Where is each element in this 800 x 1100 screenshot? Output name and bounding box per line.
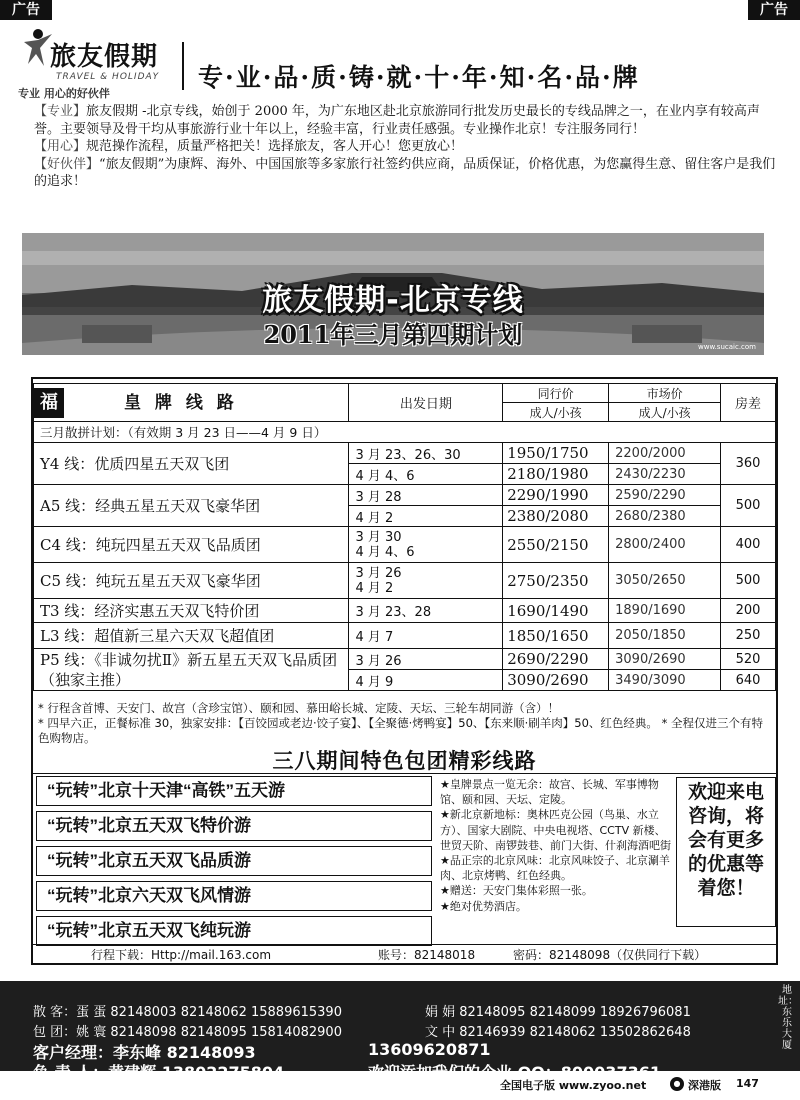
welcome-box: 欢迎来电咨询，将会有更多的优惠等着您！ — [676, 777, 776, 927]
fu-icon: 福 — [34, 388, 64, 418]
intro-key: 【用心】 — [34, 139, 87, 154]
table-row — [34, 649, 776, 670]
market-price: 3090/2690 — [609, 649, 721, 670]
route-name: P5 线：《非诚勿扰Ⅱ》新五星五天双飞品质团（独家主推） — [34, 649, 349, 691]
feature-item: ★品正宗的北京风味：北京风味饺子、北京涮羊肉、北京烤鸭、红色经典。 — [440, 854, 670, 883]
market-price: 2680/2380 — [609, 506, 721, 527]
route-name: Y4 线：优质四星五天双飞团 — [34, 443, 349, 485]
market-price: 2200/2000 — [609, 443, 721, 464]
logo-english: TRAVEL & HOLIDAY — [56, 72, 160, 82]
period-note: 三月散拼计划：（有效期 3 月 23 日——4 月 9 日） — [34, 422, 776, 443]
date-cell: 3 月 26 4 月 2 — [349, 563, 503, 599]
room-diff: 500 — [721, 563, 776, 599]
logo-slogan: 专业 用心的好伙伴 — [18, 87, 110, 100]
date-cell: 3 月 26 — [349, 649, 503, 670]
feature-item: ★绝对优势酒店。 — [440, 899, 527, 913]
page-number: 147 — [736, 1077, 759, 1090]
feature-item: ★赠送：天安门集体彩照一张。 — [440, 884, 593, 898]
route-header — [34, 384, 349, 422]
route-name: T3 线：经济实惠五天双飞特价团 — [34, 599, 349, 623]
route-name: C5 线：纯玩五星五天双飞豪华团 — [34, 563, 349, 599]
table-row — [34, 485, 776, 506]
contact-footer: 散 客：蛋 蛋 82148003 82148062 15889615390 娟 娟 82148095 82148099 18926796081 包 团：姚 寰 82148098 82148095 15814082900 文 中 82146939 82148062 13502862648 客户经理：李东峰 82148093 13609620871 负 责 人：黄建辉 13802275804 欢迎添加我们的企业 QQ：800037361 — [0, 981, 800, 1071]
list-item: “玩转”北京十天津“高铁”五天游 — [36, 776, 432, 806]
peer-price: 2750/2350 — [503, 563, 609, 599]
market-price: 1890/1690 — [609, 599, 721, 623]
peer-sub-header: 成人/小孩 — [503, 403, 609, 422]
intro-key: 【好伙伴】 — [34, 156, 100, 172]
intro-text — [34, 103, 780, 191]
divider — [182, 42, 184, 90]
date-header: 出发日期 — [349, 384, 503, 422]
date-cell: 4 月 7 — [349, 623, 503, 649]
download-bar — [33, 944, 776, 964]
room-diff: 400 — [721, 527, 776, 563]
list-item: “玩转”北京六天双飞风情游 — [36, 881, 432, 911]
account-text: 账号：82148018 — [378, 948, 476, 962]
market-price: 2590/2290 — [609, 485, 721, 506]
peer-price: 2180/1980 — [503, 464, 609, 485]
special-packages-title: 三八期间特色包团精彩线路 — [33, 748, 776, 774]
note-line: * 四早六正，正餐标准 30，独家安排：【百饺园或老边·饺子宴】、【全聚德·烤鸭宴】50、【东来顺·刷羊肉】50、红色经典。 * 全程仅进三个有特色购物店。 — [38, 716, 763, 745]
intro-key: 【专业】 — [34, 104, 87, 119]
room-diff: 520 — [721, 649, 776, 670]
route-header-label: 皇 牌 线 路 — [124, 392, 238, 413]
intro-body: 旅友假期 -北京专线，始创于 2000 年，为广东地区赴北京旅游同行批发历史最长的专线品牌之一，在业内享有较高声誉。主要领导及骨干均从事旅游行业十年以上，经验丰富，行业责任感强。专业操作北京！专注服务同行！ — [34, 104, 760, 137]
list-item: “玩转”北京五天双飞纯玩游 — [36, 916, 432, 946]
package-features — [440, 777, 676, 914]
itinerary-notes — [38, 701, 774, 746]
peer-price: 2290/1990 — [503, 485, 609, 506]
table-row — [34, 599, 776, 623]
password-text: 密码：82148098（仅供同行下载） — [513, 948, 707, 962]
market-price: 2430/2230 — [609, 464, 721, 485]
room-diff-header: 房差 — [721, 384, 776, 422]
market-price: 2050/1850 — [609, 623, 721, 649]
table-row — [34, 623, 776, 649]
peer-price-header: 同行价 — [503, 384, 609, 403]
route-name: L3 线：超值新三星六天双飞超值团 — [34, 623, 349, 649]
peer-price: 3090/2690 — [503, 670, 609, 691]
room-diff: 250 — [721, 623, 776, 649]
peer-price: 2380/2080 — [503, 506, 609, 527]
note-line: * 行程含首博、天安门、故宫（含珍宝馆）、颐和园、慕田峪长城、定陵、天坛、三轮车胡同游（含）！ — [38, 701, 560, 715]
feature-item: ★皇牌景点一览无余：故宫、长城、军事博物馆、颐和园、天坛、定陵。 — [440, 778, 659, 807]
market-price: 2800/2400 — [609, 527, 721, 563]
list-item: “玩转”北京五天双飞品质游 — [36, 846, 432, 876]
date-cell: 3 月 28 — [349, 485, 503, 506]
banner-title: 旅友假期-北京专线 — [262, 283, 524, 318]
market-price-header: 市场价 — [609, 384, 721, 403]
peer-price: 1850/1650 — [503, 623, 609, 649]
date-cell: 4 月 4、6 — [349, 464, 503, 485]
price-table — [33, 383, 776, 691]
table-row — [34, 527, 776, 563]
room-diff: 200 — [721, 599, 776, 623]
banner-subtitle: 2011年三月第四期计划 — [263, 320, 523, 349]
date-cell: 3 月 30 4 月 4、6 — [349, 527, 503, 563]
room-diff: 360 — [721, 443, 776, 485]
route-name: A5 线：经典五星五天双飞豪华团 — [34, 485, 349, 527]
peer-price: 2690/2290 — [503, 649, 609, 670]
forbidden-city-banner — [22, 233, 764, 355]
table-row — [34, 563, 776, 599]
ad-label-right: 广告 — [748, 0, 800, 20]
date-cell: 4 月 2 — [349, 506, 503, 527]
headline: 专·业·品·质·铸·就·十·年·知·名·品·牌 — [198, 63, 640, 92]
package-list — [36, 776, 432, 951]
address-vertical: 地址：东乐大厦 — [778, 985, 798, 1051]
market-price: 3050/2650 — [609, 563, 721, 599]
peer-price: 2550/2150 — [503, 527, 609, 563]
date-cell: 3 月 23、28 — [349, 599, 503, 623]
logo-name: 旅友假期 — [50, 42, 159, 72]
feature-item: ★新北京新地标：奥林匹克公园（鸟巢、水立方）、国家大剧院、中央电视塔、CCTV 新楼、世贸天阶、南锣鼓巷、前门大街、什刹海酒吧街 — [440, 808, 671, 852]
site-url: 全国电子版 www.zyoo.net — [500, 1079, 647, 1092]
date-cell: 4 月 9 — [349, 670, 503, 691]
peer-price: 1950/1750 — [503, 443, 609, 464]
edition-badge-icon: ● — [670, 1077, 684, 1091]
ad-label-left: 广告 — [0, 0, 52, 20]
route-name: C4 线：纯玩四星五天双飞品质团 — [34, 527, 349, 563]
room-diff: 640 — [721, 670, 776, 691]
market-price: 3490/3090 — [609, 670, 721, 691]
intro-body: 规范操作流程，质量严格把关！选择旅友，客人开心！您更放心！ — [86, 139, 464, 154]
date-cell: 3 月 23、26、30 — [349, 443, 503, 464]
peer-price: 1690/1490 — [503, 599, 609, 623]
market-sub-header: 成人/小孩 — [609, 403, 721, 422]
edition: 深港版 — [688, 1079, 721, 1092]
banner-watermark: www.sucaic.com — [698, 343, 756, 351]
room-diff: 500 — [721, 485, 776, 527]
table-row — [34, 443, 776, 464]
list-item: “玩转”北京五天双飞特价游 — [36, 811, 432, 841]
intro-body: “旅友假期”为康辉、海外、中国国旅等多家旅行社签约供应商，品质保证，价格优惠，为您赢得生意、留住客户是我们的追求！ — [34, 156, 776, 189]
download-link[interactable]: 行程下载：Http://mail.163.com — [91, 948, 272, 962]
